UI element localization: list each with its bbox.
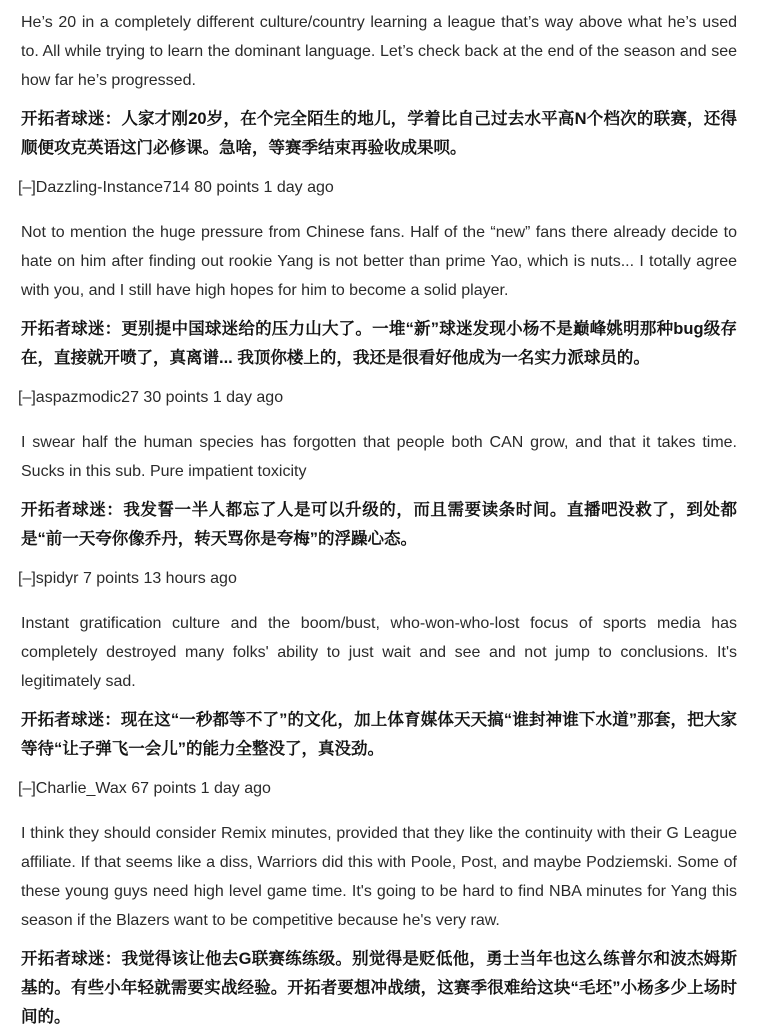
comment-text-zh: 开拓者球迷：我觉得该让他去G联赛练练级。别觉得是贬低他，勇士当年也这么练普尔和波杰姆斯基的。有些小年轻就需要实战经验。开拓者要想冲战绩，这赛季很难给这块“毛坯”小杨多少上场时间的。 [21, 950, 737, 1026]
comment-header [18, 173, 737, 202]
comment [18, 173, 737, 373]
comment-header [18, 383, 737, 412]
comment-author[interactable]: Charlie_Wax [35, 780, 127, 797]
comment-text-en: Not to mention the huge pressure from Chinese fans. Half of the “new” fans there already decide to hate on him after finding out rookie Yang is not better than prime Yao, which is nuts... I totally agree with you, and I still have high hopes for him to become a solid player. [21, 224, 737, 299]
comment-header [18, 774, 737, 803]
comment-score: 80 points [194, 179, 260, 196]
comment [18, 774, 737, 1032]
collapse-toggle[interactable]: [–] [18, 570, 36, 587]
comment [18, 383, 737, 554]
collapse-toggle[interactable]: [–] [18, 179, 36, 196]
comment-header [18, 564, 737, 593]
comment-text-zh: 开拓者球迷：更别提中国球迷给的压力山大了。一堆“新”球迷发现小杨不是巅峰姚明那种bug级存在，直接就开喷了，真离谱... 我顶你楼上的，我还是很看好他成为一名实力派球员的。 [21, 320, 737, 367]
comment-score: 30 points [143, 389, 209, 406]
collapse-toggle[interactable]: [–] [18, 780, 36, 797]
comment-text-zh: 开拓者球迷：现在这“一秒都等不了”的文化，加上体育媒体天天搞“谁封神谁下水道”那套，把大家等待“让子弹飞一会儿”的能力全整没了，真没劲。 [21, 711, 737, 758]
comment-text-en: I think they should consider Remix minutes, provided that they like the continuity with their G League affiliate. If that seems like a diss, Warriors did this with Poole, Post, and maybe Podziemski. Some of these young guys need high level game time. It's going to be hard to find NBA minutes for Yang this season if the Blazers want to be competitive because he's very raw. [21, 825, 737, 929]
comment-text-en: Instant gratification culture and the boom/bust, who-won-who-lost focus of sports media has completely destroyed many folks' ability to just wait and see and not jump to conclusions. It's legitimately sad. [21, 615, 737, 690]
comment-text-zh: 开拓者球迷：我发誓一半人都忘了人是可以升级的，而且需要读条时间。直播吧没救了，到处都是“前一天夸你像乔丹，转天骂你是夸梅”的浮躁心态。 [21, 501, 737, 548]
comment-text-en: I swear half the human species has forgotten that people both CAN grow, and that it takes time. Sucks in this sub. Pure impatient toxicity [21, 434, 737, 480]
comment-timestamp: 1 day ago [212, 389, 284, 406]
comment-author[interactable]: spidyr [35, 570, 79, 587]
comment-timestamp: 1 day ago [263, 179, 334, 196]
intro-paragraph-en: He’s 20 in a completely different culture/country learning a league that’s way above what he’s used to. All while trying to learn the dominant language. Let’s check back at the end of the season and see how far he’s progressed. [21, 14, 737, 89]
comment-timestamp: 13 hours ago [143, 570, 237, 587]
intro-paragraph-zh: 开拓者球迷：人家才刚20岁，在个完全陌生的地儿，学着比自己过去水平高N个档次的联赛，还得顺便攻克英语这门必修课。急啥，等赛季结束再验收成果呗。 [21, 110, 737, 157]
comment [18, 564, 737, 764]
comment-score: 67 points [131, 780, 197, 797]
comment-author[interactable]: Dazzling-Instance714 [35, 179, 190, 196]
comment-score: 7 points [82, 570, 139, 587]
comment-author[interactable]: aspazmodic27 [35, 389, 139, 406]
collapse-toggle[interactable]: [–] [18, 389, 36, 406]
comment-timestamp: 1 day ago [200, 780, 271, 797]
intro-block [21, 8, 737, 163]
